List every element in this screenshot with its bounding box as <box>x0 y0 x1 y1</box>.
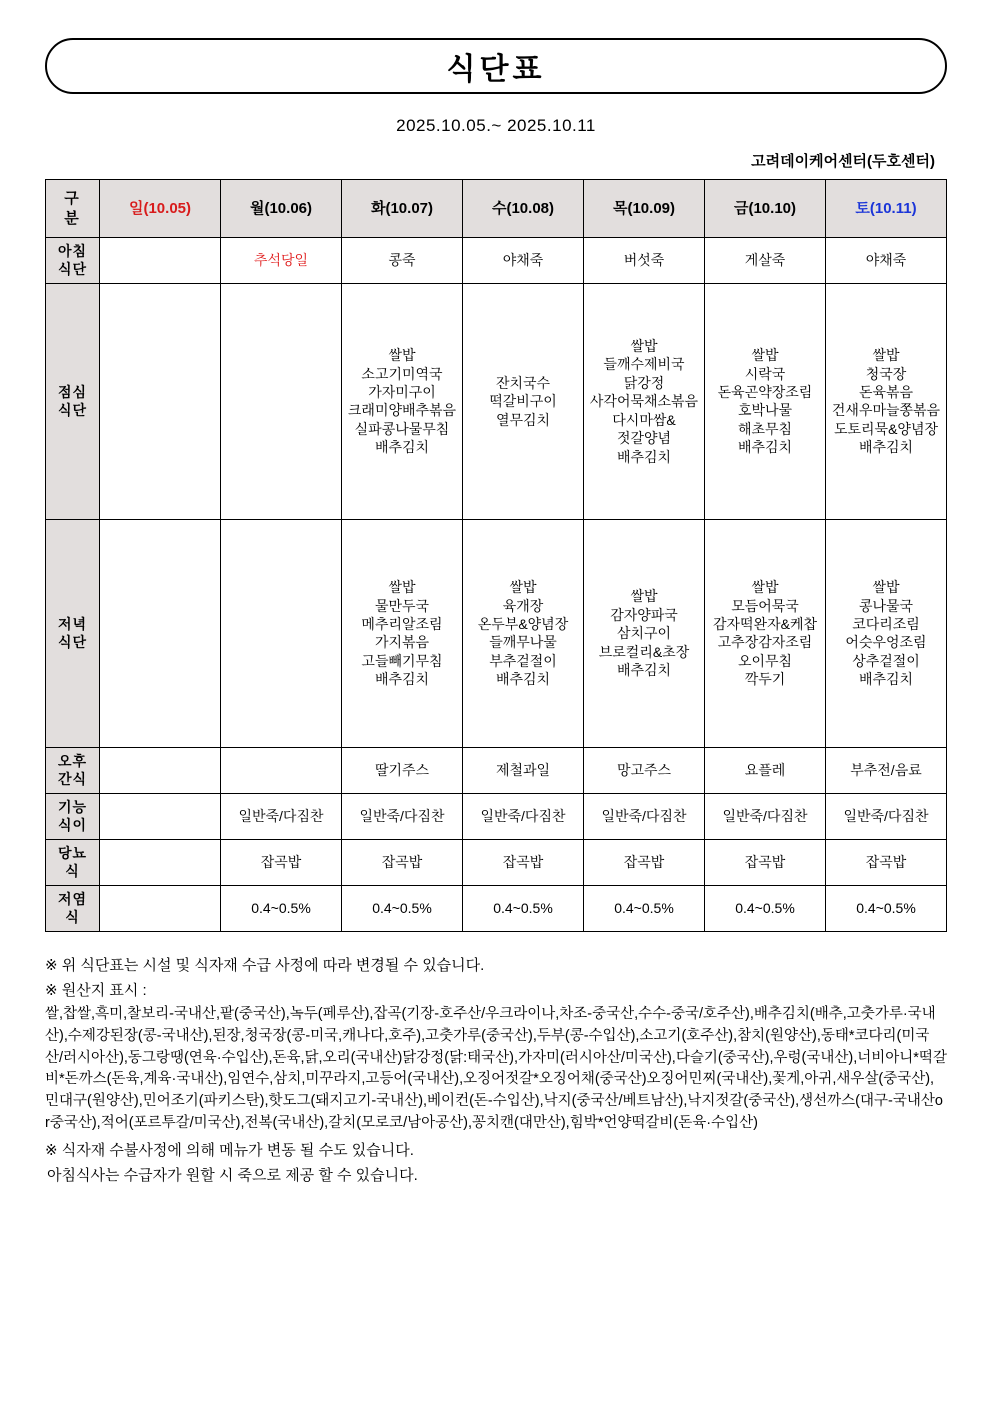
cell-lunch-1 <box>221 283 342 519</box>
table-row <box>46 747 947 793</box>
table-row <box>46 793 947 839</box>
table-row <box>46 283 947 519</box>
cell-functional-diet-3: 일반죽/다짐찬 <box>463 793 584 839</box>
cell-functional-diet-1: 일반죽/다짐찬 <box>221 793 342 839</box>
column-header-day-0 <box>100 180 221 238</box>
weekly-menu-table <box>45 179 947 932</box>
table-row <box>46 238 947 284</box>
column-header-label: 화(10.07) <box>370 199 434 217</box>
note-origin-label: ※ 원산지 표시 : <box>45 981 147 999</box>
column-header-day-4 <box>584 180 705 238</box>
cell-afternoon-snack-1 <box>221 747 342 793</box>
cell-low-salt-diet-4: 0.4~0.5% <box>584 885 705 931</box>
column-header-day-3 <box>463 180 584 238</box>
column-header-label: 수(10.08) <box>491 199 555 217</box>
cell-afternoon-snack-5: 요플레 <box>705 747 826 793</box>
cell-breakfast-5: 게살죽 <box>705 238 826 284</box>
cell-lunch-6: 쌀밥 청국장 돈육볶음 건새우마늘쫑볶음 도토리묵&양념장 배추김치 <box>826 283 947 519</box>
cell-dinner-4: 쌀밥 감자양파국 삼치구이 브로컬리&초장 배추김치 <box>584 519 705 747</box>
row-header-dinner: 저녁 식단 <box>46 519 100 747</box>
cell-dinner-3: 쌀밥 육개장 온두부&양념장 들깨무나물 부추겉절이 배추김치 <box>463 519 584 747</box>
column-header-day-5 <box>705 180 826 238</box>
cell-functional-diet-0 <box>100 793 221 839</box>
cell-diabetic-diet-5: 잡곡밥 <box>705 839 826 885</box>
table-body <box>46 238 947 932</box>
cell-functional-diet-6: 일반죽/다짐찬 <box>826 793 947 839</box>
table-row <box>46 885 947 931</box>
notes-section <box>45 954 947 1188</box>
cell-diabetic-diet-2: 잡곡밥 <box>342 839 463 885</box>
column-header-label: 목(10.09) <box>612 199 676 217</box>
note-breakfast-porridge: 아침식사는 수급자가 원할 시 죽으로 제공 할 수 있습니다. <box>47 1166 418 1184</box>
cell-afternoon-snack-2: 딸기주스 <box>342 747 463 793</box>
date-range: 2025.10.05.~ 2025.10.11 <box>396 116 596 135</box>
column-header-label: 일(10.05) <box>128 199 192 217</box>
cell-breakfast-2: 콩죽 <box>342 238 463 284</box>
cell-dinner-5: 쌀밥 모듬어묵국 감자떡완자&케찹 고추장감자조림 오이무침 깍두기 <box>705 519 826 747</box>
row-header-breakfast: 아침 식단 <box>46 238 100 284</box>
cell-low-salt-diet-5: 0.4~0.5% <box>705 885 826 931</box>
cell-low-salt-diet-1: 0.4~0.5% <box>221 885 342 931</box>
cell-lunch-0 <box>100 283 221 519</box>
cell-functional-diet-2: 일반죽/다짐찬 <box>342 793 463 839</box>
row-header-low-salt-diet: 저염 식 <box>46 885 100 931</box>
note-change-policy: ※ 위 식단표는 시설 및 식자재 수급 사정에 따라 변경될 수 있습니다. <box>45 956 485 974</box>
row-header-diabetic-diet: 당뇨 식 <box>46 839 100 885</box>
cell-dinner-0 <box>100 519 221 747</box>
cell-afternoon-snack-6: 부추전/음료 <box>826 747 947 793</box>
cell-diabetic-diet-6: 잡곡밥 <box>826 839 947 885</box>
cell-low-salt-diet-0 <box>100 885 221 931</box>
cell-dinner-2: 쌀밥 물만두국 메추리알조림 가지볶음 고들빼기무침 배추김치 <box>342 519 463 747</box>
row-header-lunch: 점심 식단 <box>46 283 100 519</box>
cell-diabetic-diet-4: 잡곡밥 <box>584 839 705 885</box>
table-row <box>46 839 947 885</box>
column-header-day-6 <box>826 180 947 238</box>
column-header-day-2 <box>342 180 463 238</box>
cell-breakfast-0 <box>100 238 221 284</box>
note-menu-variation: ※ 식자재 수불사정에 의해 메뉴가 변동 될 수도 있습니다. <box>45 1141 414 1159</box>
cell-lunch-5: 쌀밥 시락국 돈육곤약장조림 호박나물 해초무침 배추김치 <box>705 283 826 519</box>
cell-breakfast-1: 추석당일 <box>221 238 342 284</box>
column-header-label: 금(10.10) <box>733 199 797 217</box>
cell-lunch-4: 쌀밥 들깨수제비국 닭강정 사각어묵채소볶음 다시마쌈&젓갈양념 배추김치 <box>584 283 705 519</box>
cell-functional-diet-4: 일반죽/다짐찬 <box>584 793 705 839</box>
cell-breakfast-6: 야채죽 <box>826 238 947 284</box>
row-header-functional-diet: 기능 식이 <box>46 793 100 839</box>
cell-afternoon-snack-0 <box>100 747 221 793</box>
cell-lunch-3: 잔치국수 떡갈비구이 열무김치 <box>463 283 584 519</box>
cell-low-salt-diet-3: 0.4~0.5% <box>463 885 584 931</box>
cell-diabetic-diet-1: 잡곡밥 <box>221 839 342 885</box>
table-row <box>46 519 947 747</box>
cell-dinner-6: 쌀밥 콩나물국 코다리조림 어슷우엉조림 상추겉절이 배추김치 <box>826 519 947 747</box>
document-title-box <box>45 38 947 94</box>
row-header-afternoon-snack: 오후 간식 <box>46 747 100 793</box>
page-title: 식단표 <box>446 53 546 86</box>
center-name: 고려데이케어센터(두호센터) <box>751 153 935 170</box>
cell-functional-diet-5: 일반죽/다짐찬 <box>705 793 826 839</box>
origin-details: 쌀,찹쌀,흑미,찰보리-국내산,팥(중국산),녹두(페루산),잡곡(기장-호주산/우크라이나,차조-중국산,수수-중국/호주산),배추김치(배추,고춧가루·국내산),수제강된장(콩-국내산),된장,청국장(콩-미국,캐나다,호주),고춧가루(중국산),두부(콩-수입산),소고기(호주산),참치(원양산),동태*코다리(미국산/러시아산),동그랑땡(연육·수입산),돈육,닭,오리(국내산)닭강정(닭:태국산),가자미(러시아산/미국산),다슬기(중국산),우렁(국내산),너비아니*떡갈비*돈까스(돈육,계육·국내산),임연수,삼치,미꾸라지,고등어(국내산),오징어젓갈*오징어채(중국산)오징어민찌(국내산),꽃게,아귀,새우살(중국산),민대구(원양산),민어조기(파키스탄),핫도그(돼지고기-국내산),베이컨(돈-수입산),낙지(중국산/베트남산),낙지젓갈(중국산),생선까스(대구-국내산or중국산),적어(포르투갈/미국산),전복(국내산),갈치(모로코/남아공산),꽁치캔(대만산),힘박*언양떡갈비(돈육·수입산) <box>45 1006 947 1131</box>
cell-dinner-1 <box>221 519 342 747</box>
column-header-label: 토(10.11) <box>855 199 917 217</box>
cell-afternoon-snack-4: 망고주스 <box>584 747 705 793</box>
cell-diabetic-diet-0 <box>100 839 221 885</box>
column-header-day-1 <box>221 180 342 238</box>
cell-low-salt-diet-6: 0.4~0.5% <box>826 885 947 931</box>
cell-breakfast-4: 버섯죽 <box>584 238 705 284</box>
cell-low-salt-diet-2: 0.4~0.5% <box>342 885 463 931</box>
column-header-gubun: 구 분 <box>46 180 100 238</box>
cell-breakfast-3: 야채죽 <box>463 238 584 284</box>
cell-afternoon-snack-3: 제철과일 <box>463 747 584 793</box>
cell-diabetic-diet-3: 잡곡밥 <box>463 839 584 885</box>
column-header-label: 월(10.06) <box>249 199 313 217</box>
table-header-row <box>46 180 947 238</box>
cell-lunch-2: 쌀밥 소고기미역국 가자미구이 크래미양배추볶음 실파콩나물무침 배추김치 <box>342 283 463 519</box>
